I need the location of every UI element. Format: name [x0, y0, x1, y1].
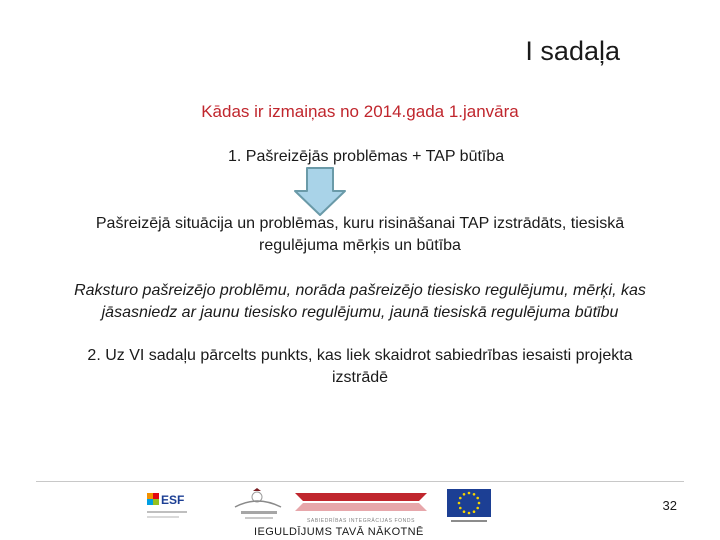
- paragraph-line: Pašreizējā situācija un problēmas, kuru risināšanai TAP izstrādāts, tiesiskā: [95, 215, 625, 232]
- agency-logo: [227, 487, 289, 525]
- slide-subtitle: Kādas ir izmaiņas no 2014.gada 1.janvāra: [201, 102, 519, 121]
- paragraph-line: izstrādē: [331, 369, 389, 386]
- slide-title: I sadaļa: [525, 36, 620, 66]
- footer-slogan: IEGULDĪJUMS TAVĀ NĀKOTNĒ: [254, 526, 424, 538]
- point-one: 1. Pašreizējās problēmas + TAP būtība: [228, 148, 505, 165]
- page-number: 32: [662, 498, 677, 513]
- fund-logo-text: SABIEDRĪBAS INTEGRĀCIJAS FONDS: [306, 518, 416, 524]
- current-situation-paragraph: [40, 213, 680, 257]
- paragraph-line: Raksturo pašreizējo problēmu, norāda pašreizējo tiesisko regulējumu, mērķi, kas: [74, 282, 646, 299]
- esf-logo-text: ESF: [161, 493, 185, 507]
- footer-logos: [133, 487, 695, 525]
- paragraph-line: 2. Uz VI sadaļu pārcelts punkts, kas liek skaidrot sabiedrības iesaisti projekta: [87, 347, 633, 364]
- down-arrow-icon: [293, 167, 347, 217]
- esf-logo: [145, 487, 193, 525]
- description-paragraph: [40, 280, 680, 324]
- integration-fund-logo: [291, 487, 433, 525]
- paragraph-line: regulējuma mērķis un būtība: [259, 237, 461, 254]
- paragraph-line: jāsasniedz ar jaunu tiesisko regulējumu, jaunā tiesiskā regulējuma būtību: [101, 304, 619, 321]
- point-two: [40, 345, 680, 389]
- eu-flag-icon: [445, 487, 493, 525]
- footer-divider: [36, 481, 684, 482]
